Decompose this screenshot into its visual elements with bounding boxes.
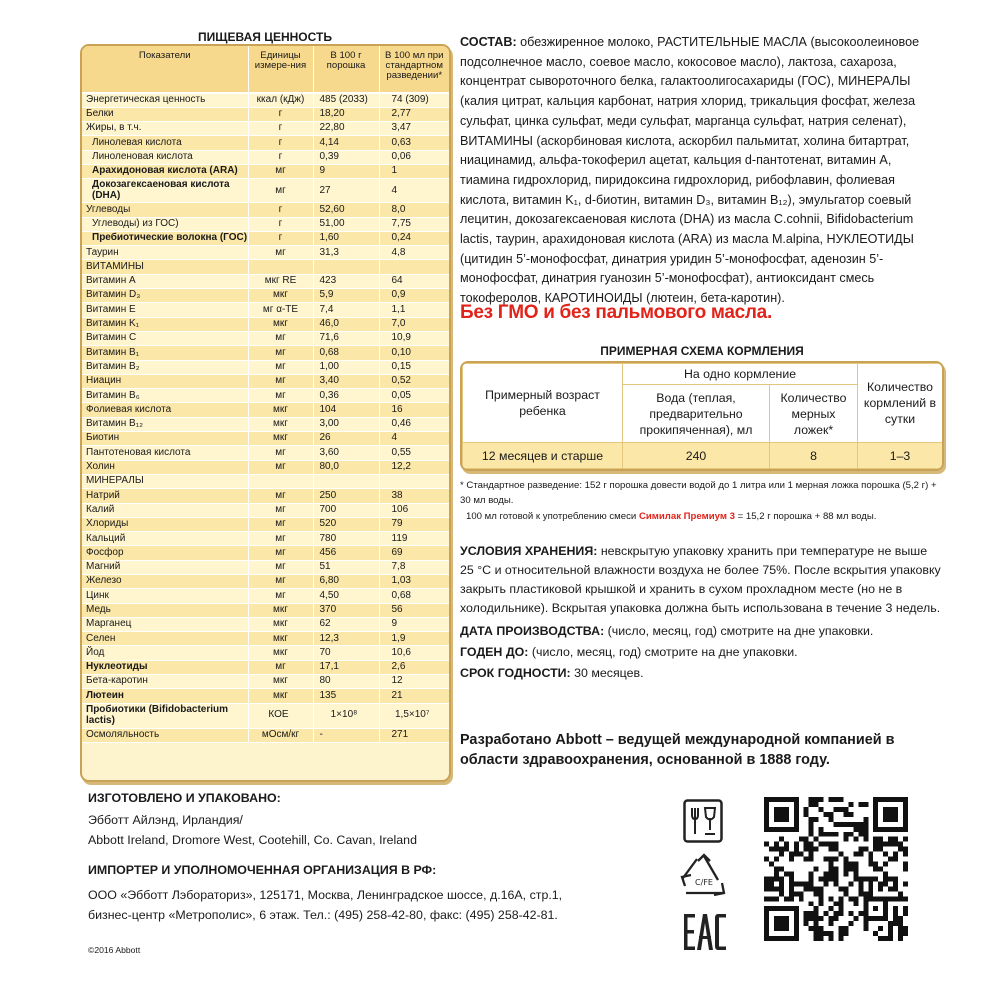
nutrient-per-100ml bbox=[379, 474, 449, 488]
nutrient-name: Марганец bbox=[82, 617, 248, 631]
nutrient-per-100g: 700 bbox=[313, 503, 379, 517]
nutrient-name: Витамин B₂ bbox=[82, 360, 248, 374]
ready-mix-note bbox=[466, 509, 950, 524]
nutrient-per-100ml: 1,5×10⁷ bbox=[379, 703, 449, 728]
nutrient-unit: мг α-TE bbox=[248, 303, 313, 317]
nutrient-per-100g: 17,1 bbox=[313, 660, 379, 674]
nutrient-per-100g: 1,00 bbox=[313, 360, 379, 374]
composition-text: обезжиренное молоко, РАСТИТЕЛЬНЫЕ МАСЛА (высокоолеиновое подсолнечное масло, соевое масло, кокосовое масло), лактоза, сахароза, концентрат сывороточного белка, галактоолигосахариды (ГОС), МИНЕРАЛЫ (калия цитрат, кальция карбонат, натрия хлорид, трикальция фосфат, железа сульфат, цинка сульфат, меди сульфат, марганца сульфат, натрия селенат), ВИТАМИНЫ (аскорбиновая кислота, аскорбил пальмитат, холина битартрат, ниацинамид, альфа-токоферил ацетат, кальция d-пантотенат, витамин А, тиамина гидрохлорид, пиридоксина гидрохлорид, рибофлавин, фолиевая кислота, витамин K₁, d-биотин, витамин D₃, витамин B₁₂), эмульгатор соевый лецитин, докозагексаеновая кислота (DHA) из масла C.cohnii, Bifidobacterium lactis, таурин, арахидоновая кислота (ARA) из масла M.alpina, НУКЛЕОТИДЫ (цитидин 5’-монофосфат, динатрия уридин 5’-монофосфат, аденозин 5’-монофосфат, динатрия гуанозин 5’-монофосфат), антиоксидант смесь токоферолов, КАРОТИНОИДЫ (лютеин, бета-каротин). bbox=[460, 35, 920, 306]
nutrition-row bbox=[82, 489, 449, 503]
nutrient-per-100ml: 0,55 bbox=[379, 446, 449, 460]
nutrition-row bbox=[82, 217, 449, 231]
nutrient-unit: мг bbox=[248, 575, 313, 589]
nutrient-name: Магний bbox=[82, 560, 248, 574]
nutrient-unit: мг bbox=[248, 446, 313, 460]
nutrient-name: Витамин B₁ bbox=[82, 346, 248, 360]
nutrition-row bbox=[82, 403, 449, 417]
feeding-spoons-value: 8 bbox=[770, 443, 858, 469]
nutrient-per-100ml: 271 bbox=[379, 728, 449, 742]
nutrient-unit: ккал (кДж) bbox=[248, 93, 313, 107]
nutrient-name: Витамин Е bbox=[82, 303, 248, 317]
nutrient-per-100g bbox=[313, 260, 379, 274]
nutrition-table-box bbox=[80, 44, 451, 782]
nutrient-unit bbox=[248, 474, 313, 488]
nutrient-per-100ml: 0,05 bbox=[379, 389, 449, 403]
nutrient-per-100ml: 4 bbox=[379, 179, 449, 203]
nutrition-row bbox=[82, 346, 449, 360]
nutrient-unit: мг bbox=[248, 374, 313, 388]
nutrient-name: Линоленовая кислота bbox=[82, 150, 248, 164]
nutrient-per-100g: 1×10⁸ bbox=[313, 703, 379, 728]
no-gmo-statement: Без ГМО и без пальмового масла. bbox=[460, 302, 772, 323]
nutrient-per-100ml: 7,8 bbox=[379, 560, 449, 574]
nutrient-per-100ml: 0,06 bbox=[379, 150, 449, 164]
nutrient-name: Витамин С bbox=[82, 331, 248, 345]
nutrition-header-indicator: Показатели bbox=[82, 46, 248, 93]
nutrition-row bbox=[82, 231, 449, 245]
nutrient-unit: мг bbox=[248, 489, 313, 503]
nutrient-unit: г bbox=[248, 203, 313, 217]
nutrient-per-100g: 7,4 bbox=[313, 303, 379, 317]
nutrient-name: Ниацин bbox=[82, 374, 248, 388]
nutrient-per-100g: 6,80 bbox=[313, 575, 379, 589]
nutrition-row bbox=[82, 260, 449, 274]
nutrient-per-100g: 250 bbox=[313, 489, 379, 503]
nutrient-unit: мг bbox=[248, 164, 313, 178]
nutrient-per-100ml: 0,15 bbox=[379, 360, 449, 374]
nutrient-name: Витамин B₁₂ bbox=[82, 417, 248, 431]
nutrient-per-100ml: 0,52 bbox=[379, 374, 449, 388]
nutrition-table bbox=[82, 46, 449, 743]
nutrient-name: Витамин K₁ bbox=[82, 317, 248, 331]
nutrient-name: Углеводы) из ГОС) bbox=[82, 217, 248, 231]
nutrient-per-100ml: 38 bbox=[379, 489, 449, 503]
nutrient-unit: мкг bbox=[248, 289, 313, 303]
nutrition-row bbox=[82, 179, 449, 203]
production-date-text: (число, месяц, год) смотрите на дне упаковки. bbox=[607, 624, 874, 638]
nutrient-unit: мг bbox=[248, 517, 313, 531]
nutrient-per-100ml: 7,75 bbox=[379, 217, 449, 231]
nutrient-name: Осмоляльность bbox=[82, 728, 248, 742]
nutrient-per-100ml: 7,0 bbox=[379, 317, 449, 331]
nutrient-unit: мг bbox=[248, 589, 313, 603]
nutrient-name: Жиры, в т.ч. bbox=[82, 122, 248, 136]
feeding-spoons-header: Количество мерных ложек* bbox=[770, 385, 858, 443]
nutrient-per-100g: 26 bbox=[313, 432, 379, 446]
feeding-per-feed-header: На одно кормление bbox=[623, 364, 858, 385]
nutrient-per-100g: 22,80 bbox=[313, 122, 379, 136]
nutrient-per-100ml: 16 bbox=[379, 403, 449, 417]
nutrition-row bbox=[82, 617, 449, 631]
nutrient-name: Биотин bbox=[82, 432, 248, 446]
nutrition-row bbox=[82, 107, 449, 121]
nutrient-per-100g: 51 bbox=[313, 560, 379, 574]
nutrient-name: ВИТАМИНЫ bbox=[82, 260, 248, 274]
ready-mix-before: 100 мл готовой к употреблению смеси bbox=[466, 511, 637, 522]
nutrition-row bbox=[82, 546, 449, 560]
nutrient-per-100g bbox=[313, 474, 379, 488]
nutrient-unit: мкг bbox=[248, 603, 313, 617]
nutrient-unit: мкг bbox=[248, 432, 313, 446]
importer-line-2: бизнес-центр «Метрополис», 6 этаж. Тел.: (495) 258-42-80, факс: (495) 258-42-81. bbox=[88, 908, 558, 922]
nutrition-row bbox=[82, 417, 449, 431]
nutrient-per-100ml: 0,9 bbox=[379, 289, 449, 303]
nutrient-name: Энергетическая ценность bbox=[82, 93, 248, 107]
nutrient-unit: мг bbox=[248, 389, 313, 403]
nutrient-per-100g: 70 bbox=[313, 646, 379, 660]
nutrient-per-100ml: 0,46 bbox=[379, 417, 449, 431]
storage-label: УСЛОВИЯ ХРАНЕНИЯ: bbox=[460, 544, 598, 558]
feeding-age-value: 12 месяцев и старше bbox=[463, 443, 623, 469]
nutrient-per-100ml: 64 bbox=[379, 274, 449, 288]
nutrient-per-100ml: 4 bbox=[379, 432, 449, 446]
expiry-date-label: ГОДЕН ДО: bbox=[460, 645, 529, 659]
eac-mark-icon bbox=[683, 911, 727, 953]
nutrient-per-100ml: 4,8 bbox=[379, 246, 449, 260]
nutrient-per-100ml: 8,0 bbox=[379, 203, 449, 217]
nutrient-per-100g: 80,0 bbox=[313, 460, 379, 474]
nutrient-unit: мг bbox=[248, 179, 313, 203]
nutrient-unit: мкг bbox=[248, 403, 313, 417]
nutrient-name: Натрий bbox=[82, 489, 248, 503]
nutrition-row bbox=[82, 560, 449, 574]
nutrient-name: Медь bbox=[82, 603, 248, 617]
nutrient-name: Белки bbox=[82, 107, 248, 121]
manufacturer-line-1: Эбботт Айлэнд, Ирландия/ bbox=[88, 813, 243, 827]
feeding-table bbox=[462, 363, 943, 469]
nutrition-row bbox=[82, 374, 449, 388]
nutrient-per-100g: 423 bbox=[313, 274, 379, 288]
nutrient-unit: г bbox=[248, 107, 313, 121]
nutrient-name: Пробиотики (Bifidobacterium lactis) bbox=[82, 703, 248, 728]
nutrition-row bbox=[82, 164, 449, 178]
nutrition-row bbox=[82, 589, 449, 603]
nutrient-per-100ml: 2,77 bbox=[379, 107, 449, 121]
nutrient-unit: КОЕ bbox=[248, 703, 313, 728]
nutrient-per-100ml: 1,1 bbox=[379, 303, 449, 317]
nutrition-row bbox=[82, 575, 449, 589]
nutrient-per-100ml: 1,9 bbox=[379, 632, 449, 646]
feeding-table-box bbox=[460, 361, 944, 471]
nutrient-name: Железо bbox=[82, 575, 248, 589]
nutrition-row bbox=[82, 303, 449, 317]
nutrition-row bbox=[82, 317, 449, 331]
recycle-icon bbox=[678, 853, 730, 905]
qr-code[interactable] bbox=[764, 797, 908, 941]
nutrient-name: Хлориды bbox=[82, 517, 248, 531]
shelf-life bbox=[460, 664, 944, 683]
importer-line-1: ООО «Эбботт Лэбораториз», 125171, Москва, Ленинградское шоссе, д.16А, стр.1, bbox=[88, 888, 563, 902]
nutrition-row bbox=[82, 660, 449, 674]
nutrition-row bbox=[82, 274, 449, 288]
nutrient-per-100ml: 10,9 bbox=[379, 331, 449, 345]
nutrition-row bbox=[82, 389, 449, 403]
production-date-label: ДАТА ПРОИЗВОДСТВА: bbox=[460, 624, 605, 638]
nutrient-per-100ml: 21 bbox=[379, 689, 449, 703]
nutrition-row bbox=[82, 432, 449, 446]
nutrient-per-100g: 104 bbox=[313, 403, 379, 417]
nutrient-per-100g: 31,3 bbox=[313, 246, 379, 260]
nutrient-per-100g: 3,40 bbox=[313, 374, 379, 388]
nutrient-per-100ml: 3,47 bbox=[379, 122, 449, 136]
nutrition-row bbox=[82, 675, 449, 689]
nutrient-per-100g: 4,14 bbox=[313, 136, 379, 150]
manufacturer-label: ИЗГОТОВЛЕНО И УПАКОВАНО: bbox=[88, 791, 281, 805]
nutrition-title: ПИЩЕВАЯ ЦЕННОСТЬ bbox=[198, 30, 332, 44]
nutrient-per-100ml: 0,10 bbox=[379, 346, 449, 360]
nutrient-per-100g: 0,39 bbox=[313, 150, 379, 164]
nutrient-name: Селен bbox=[82, 632, 248, 646]
feeding-water-value: 240 bbox=[623, 443, 770, 469]
nutrient-per-100g: 135 bbox=[313, 689, 379, 703]
nutrient-per-100ml: 119 bbox=[379, 532, 449, 546]
nutrition-table-body bbox=[82, 93, 449, 742]
nutrient-per-100ml: 0,68 bbox=[379, 589, 449, 603]
nutrient-unit: мг bbox=[248, 560, 313, 574]
feeding-count-value: 1–3 bbox=[858, 443, 943, 469]
nutrient-unit: г bbox=[248, 136, 313, 150]
nutrient-name: МИНЕРАЛЫ bbox=[82, 474, 248, 488]
copyright: ©2016 Abbott bbox=[88, 945, 141, 955]
storage-text: невскрытую упаковку хранить при температуре не выше 25 °С и относительной влажности воздуха не более 75%. После вскрытия упаковку закрыть пластиковой крышкой и хранить в сухом прохладном месте (но не в холодильнике). Вскрытая упаковка должна быть использована в течение 3 недель. bbox=[460, 544, 941, 615]
nutrition-header-per-100g: В 100 г порошка bbox=[313, 46, 379, 93]
recycle-icon-label: C/FE bbox=[695, 878, 713, 887]
nutrient-unit: г bbox=[248, 150, 313, 164]
nutrient-per-100ml: 1 bbox=[379, 164, 449, 178]
nutrient-per-100ml: 12,2 bbox=[379, 460, 449, 474]
nutrient-name: Фолиевая кислота bbox=[82, 403, 248, 417]
nutrient-per-100g: 3,00 bbox=[313, 417, 379, 431]
expiry-date-text: (число, месяц, год) смотрите на дне упаковки. bbox=[531, 645, 798, 659]
nutrient-name: Витамин B₆ bbox=[82, 389, 248, 403]
nutrition-row bbox=[82, 446, 449, 460]
storage-block bbox=[460, 542, 944, 683]
nutrition-header-unit: Единицы измере-ния bbox=[248, 46, 313, 93]
abbott-statement: Разработано Abbott – ведущей международной компанией в области здравоохранения, основанной в 1888 году. bbox=[460, 732, 895, 768]
storage-conditions bbox=[460, 542, 944, 618]
nutrient-per-100g: 0,36 bbox=[313, 389, 379, 403]
feeding-count-header: Количество кормлений в сутки bbox=[858, 364, 943, 443]
nutrient-per-100g: 52,60 bbox=[313, 203, 379, 217]
nutrient-name: Холин bbox=[82, 460, 248, 474]
nutrient-per-100g: 0,68 bbox=[313, 346, 379, 360]
standard-dilution-note: * Стандартное разведение: 152 г порошка довести водой до 1 литра или 1 мерная ложка порошка (5,2 г) + 30 мл воды. bbox=[460, 480, 937, 506]
nutrient-per-100ml: 56 bbox=[379, 603, 449, 617]
food-contact-icon bbox=[683, 799, 723, 843]
nutrition-row bbox=[82, 93, 449, 107]
nutrition-row bbox=[82, 532, 449, 546]
nutrient-per-100ml: 1,03 bbox=[379, 575, 449, 589]
nutrition-row bbox=[82, 474, 449, 488]
nutrition-row bbox=[82, 460, 449, 474]
nutrient-per-100g: 485 (2033) bbox=[313, 93, 379, 107]
nutrient-per-100g: 5,9 bbox=[313, 289, 379, 303]
nutrition-row bbox=[82, 703, 449, 728]
nutrient-per-100g: 12,3 bbox=[313, 632, 379, 646]
nutrition-row bbox=[82, 603, 449, 617]
nutrition-row bbox=[82, 517, 449, 531]
nutrient-name: Фосфор bbox=[82, 546, 248, 560]
nutrient-per-100g: 80 bbox=[313, 675, 379, 689]
nutrient-name: Нуклеотиды bbox=[82, 660, 248, 674]
nutrient-per-100g: 456 bbox=[313, 546, 379, 560]
nutrient-per-100g: 46,0 bbox=[313, 317, 379, 331]
nutrient-unit: мг bbox=[248, 532, 313, 546]
nutrient-per-100ml: 12 bbox=[379, 675, 449, 689]
nutrient-unit: г bbox=[248, 217, 313, 231]
nutrient-unit: г bbox=[248, 231, 313, 245]
nutrient-unit: мкг bbox=[248, 646, 313, 660]
nutrient-unit: мг bbox=[248, 360, 313, 374]
nutrient-per-100g: 520 bbox=[313, 517, 379, 531]
shelf-life-label: СРОК ГОДНОСТИ: bbox=[460, 666, 571, 680]
nutrition-row bbox=[82, 246, 449, 260]
nutrient-name: Арахидоновая кислота (ARA) bbox=[82, 164, 248, 178]
nutrition-row bbox=[82, 289, 449, 303]
nutrient-per-100g: - bbox=[313, 728, 379, 742]
nutrient-per-100g: 71,6 bbox=[313, 331, 379, 345]
nutrient-name: Углеводы bbox=[82, 203, 248, 217]
nutrient-per-100ml: 9 bbox=[379, 617, 449, 631]
nutrition-row bbox=[82, 331, 449, 345]
shelf-life-text: 30 месяцев. bbox=[574, 666, 644, 680]
expiry-date bbox=[460, 643, 944, 662]
nutrient-per-100g: 62 bbox=[313, 617, 379, 631]
nutrient-per-100ml: 0,63 bbox=[379, 136, 449, 150]
brand-name: Симилак Премиум 3 bbox=[638, 511, 735, 522]
nutrient-unit: мг bbox=[248, 246, 313, 260]
nutrient-unit: мкг bbox=[248, 617, 313, 631]
nutrient-unit: мкг bbox=[248, 317, 313, 331]
nutrient-per-100g: 51,00 bbox=[313, 217, 379, 231]
nutrient-per-100ml: 74 (309) bbox=[379, 93, 449, 107]
feeding-title: ПРИМЕРНАЯ СХЕМА КОРМЛЕНИЯ bbox=[600, 344, 804, 358]
nutrient-unit: мкг RE bbox=[248, 274, 313, 288]
nutrition-row bbox=[82, 203, 449, 217]
feeding-age-header: Примерный возраст ребенка bbox=[463, 364, 623, 443]
nutrient-unit: мкг bbox=[248, 417, 313, 431]
nutrient-per-100ml: 79 bbox=[379, 517, 449, 531]
nutrient-name: Докозагексаеновая кислота (DHA) bbox=[82, 179, 248, 203]
nutrient-name: Пантотеновая кислота bbox=[82, 446, 248, 460]
production-date bbox=[460, 622, 944, 641]
nutrient-unit: мг bbox=[248, 546, 313, 560]
nutrient-name: Бета-каротин bbox=[82, 675, 248, 689]
nutrient-unit: мкг bbox=[248, 632, 313, 646]
ready-mix-after: = 15,2 г порошка + 88 мл воды. bbox=[737, 511, 877, 522]
nutrition-row bbox=[82, 122, 449, 136]
importer-label: ИМПОРТЕР И УПОЛНОМОЧЕННАЯ ОРГАНИЗАЦИЯ В РФ: bbox=[88, 863, 437, 877]
nutrient-per-100ml: 2,6 bbox=[379, 660, 449, 674]
composition-label: СОСТАВ: bbox=[460, 35, 517, 49]
nutrient-name: Калий bbox=[82, 503, 248, 517]
importer-block bbox=[88, 860, 648, 925]
nutrient-per-100g: 780 bbox=[313, 532, 379, 546]
nutrient-unit: г bbox=[248, 122, 313, 136]
nutrient-unit: мкг bbox=[248, 675, 313, 689]
manufacturer-line-2: Abbott Ireland, Dromore West, Cootehill, Co. Cavan, Ireland bbox=[88, 833, 417, 847]
nutrient-name: Таурин bbox=[82, 246, 248, 260]
nutrient-per-100g: 27 bbox=[313, 179, 379, 203]
nutrient-name: Йод bbox=[82, 646, 248, 660]
manufacturer-block bbox=[88, 788, 648, 850]
nutrient-unit: мг bbox=[248, 660, 313, 674]
nutrition-row bbox=[82, 360, 449, 374]
nutrient-unit: мОсм/кг bbox=[248, 728, 313, 742]
nutrition-header-per-100ml: В 100 мл при стандартном разведении* bbox=[379, 46, 449, 93]
nutrition-row bbox=[82, 728, 449, 742]
nutrient-name: Пребиотические волокна (ГОС) bbox=[82, 231, 248, 245]
nutrient-per-100g: 9 bbox=[313, 164, 379, 178]
nutrient-per-100g: 4,50 bbox=[313, 589, 379, 603]
nutrition-row bbox=[82, 150, 449, 164]
nutrient-per-100g: 3,60 bbox=[313, 446, 379, 460]
nutrient-name: Цинк bbox=[82, 589, 248, 603]
nutrient-per-100ml: 10,6 bbox=[379, 646, 449, 660]
nutrient-per-100ml: 106 bbox=[379, 503, 449, 517]
nutrient-per-100ml bbox=[379, 260, 449, 274]
nutrient-per-100ml: 0,24 bbox=[379, 231, 449, 245]
nutrition-row bbox=[82, 136, 449, 150]
nutrient-per-100ml: 69 bbox=[379, 546, 449, 560]
nutrient-unit: мг bbox=[248, 346, 313, 360]
nutrient-per-100g: 1,60 bbox=[313, 231, 379, 245]
nutrient-unit: мг bbox=[248, 460, 313, 474]
nutrient-unit: мг bbox=[248, 503, 313, 517]
nutrient-per-100g: 18,20 bbox=[313, 107, 379, 121]
nutrient-name: Витамин D₃ bbox=[82, 289, 248, 303]
composition-block bbox=[460, 33, 944, 309]
feeding-water-header: Вода (теплая, предварительно прокипяченная), мл bbox=[623, 385, 770, 443]
nutrient-unit bbox=[248, 260, 313, 274]
nutrition-row bbox=[82, 503, 449, 517]
nutrient-name: Кальций bbox=[82, 532, 248, 546]
nutrient-name: Линолевая кислота bbox=[82, 136, 248, 150]
nutrient-name: Лютеин bbox=[82, 689, 248, 703]
nutrient-unit: мкг bbox=[248, 689, 313, 703]
nutrition-row bbox=[82, 632, 449, 646]
nutrition-row bbox=[82, 646, 449, 660]
nutrient-name: Витамин А bbox=[82, 274, 248, 288]
nutrient-per-100g: 370 bbox=[313, 603, 379, 617]
nutrient-unit: мг bbox=[248, 331, 313, 345]
nutrition-row bbox=[82, 689, 449, 703]
nutrition-header-row bbox=[82, 46, 449, 93]
